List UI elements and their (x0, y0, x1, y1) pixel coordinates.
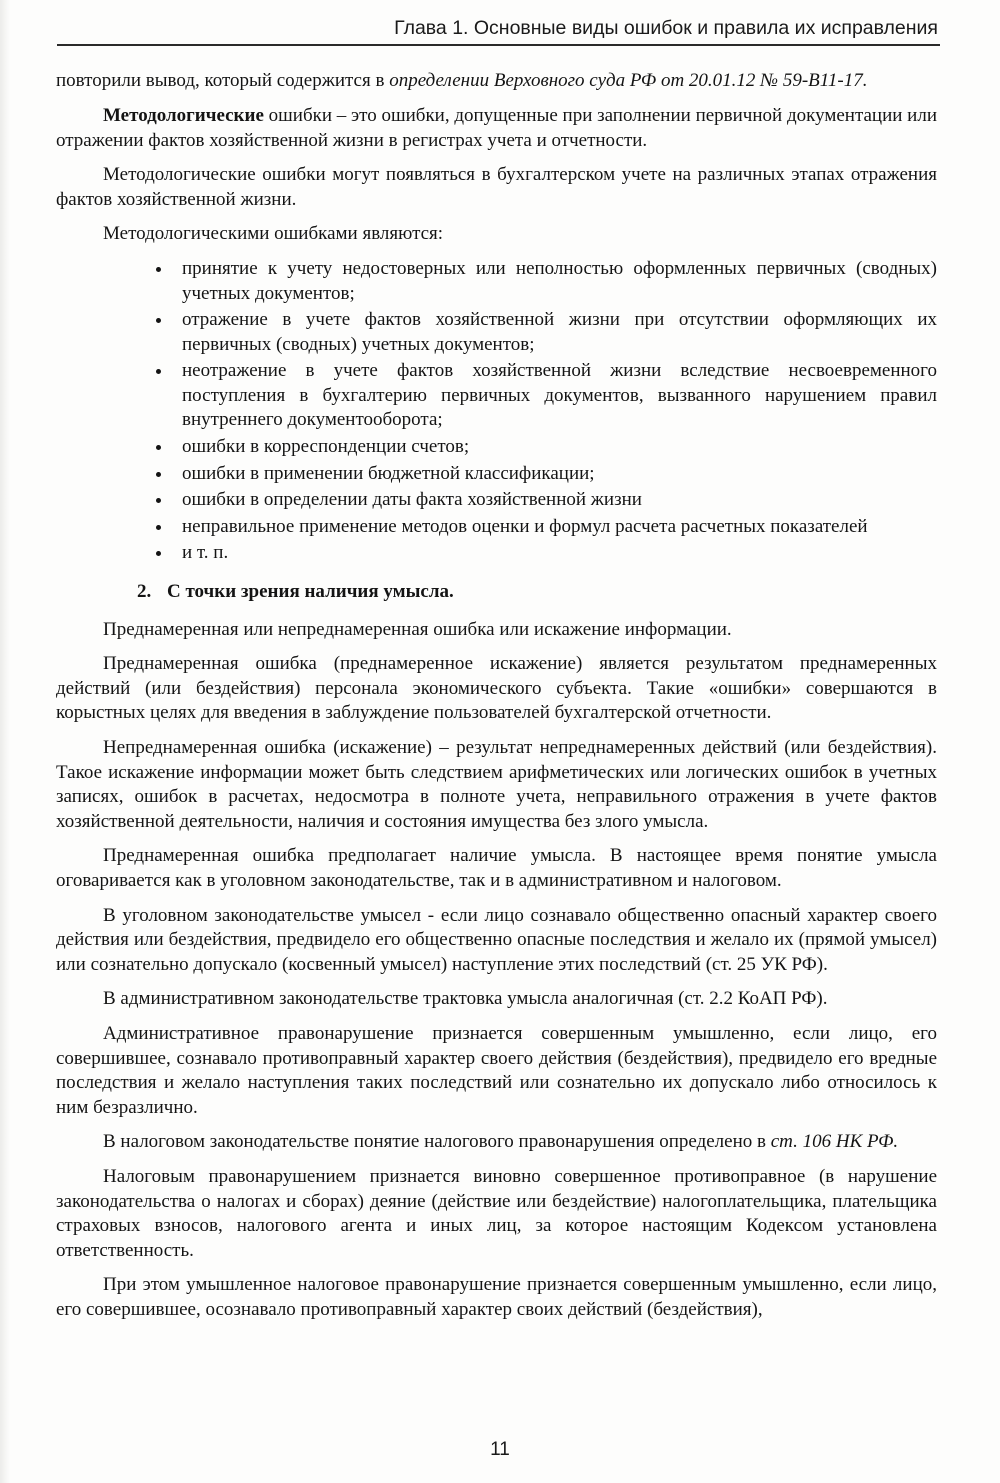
paragraph-methodological-definition (56, 104, 937, 153)
paragraph-intentional-error: Преднамеренная ошибка (преднамеренное искажение) является результатом преднамеренных действий (или бездействия) персонала экономического субъекта. Такие «ошибки» совершаются в корыстных целях для введения в заблуждение пользователей бухгалтерской отчетности. (56, 653, 937, 724)
methodological-errors-list (56, 257, 937, 566)
paragraph-administrative-law: В административном законодательстве трактовка умысла аналогичная (ст. 2.2 КоАП РФ). (103, 988, 828, 1010)
paragraph-unintentional-error: Непреднамеренная ошибка (искажение) – результат непреднамеренных действий (или бездействия). Такое искажение информации может быть следствием арифметических или логических ошибок в учетных записях, ошибок в расчетах, недосмотра в полноте учета, неправильного отражения в учете фактов хозяйственной деятельности, наличия и состояния имущества без злого умысла. (56, 737, 937, 832)
paragraph-criminal-law: В уголовном законодательстве умысел - если лицо сознавало общественно опасный характер своего действия или бездействия, предвидело его общественно опасные последствия и желало их (прямой умысел) или сознательно допускало (косвенный умысел) наступление этих последствий (ст. 25 УК РФ). (56, 904, 937, 975)
statute-italic: ст. 106 НК РФ. (770, 1131, 899, 1153)
list-item: • принятие к учету недостоверных или неполностью оформленных первичных (сводных) учетных документов; (173, 257, 937, 306)
list-item: • неотражение в учете фактов хозяйственной жизни вследствие несвоевременного поступления в бухгалтерию первичных документов, вызванного нарушением правил внутреннего документооборота; (173, 359, 937, 433)
page-body (56, 69, 937, 1322)
heading-text: С точки зрения наличия умысла. (167, 581, 454, 603)
term-bold: Методологические (103, 104, 264, 126)
list-item: • и т. п. (173, 541, 937, 566)
paragraph-intentional-tax-offense: При этом умышленное налоговое правонарушение признается совершенным умышленно, если лицо, его совершившее, осознавало противоправный характер своих действий (бездействия), (56, 1274, 937, 1320)
list-item: • ошибки в определении даты факта хозяйственной жизни (173, 488, 937, 513)
header-rule (57, 44, 940, 46)
paragraph-intent-concept: Преднамеренная ошибка предполагает наличие умысла. В настоящее время понятие умысла оговаривается как в уголовном законодательстве, так и в административном и налоговом. (56, 845, 937, 891)
paragraph-tax-offense-definition: Налоговым правонарушением признается виновно совершенное противоправное (в нарушение законодательства о налогах и сборах) деяние (действие или бездействие) налогоплательщика, плательщика страховых взносов, налогового агента и иных лиц, за которое настоящим Кодексом установлена ответственность. (56, 1165, 937, 1261)
list-item: • ошибки в корреспонденции счетов; (173, 435, 937, 460)
running-header: Глава 1. Основные виды ошибок и правила их исправления (394, 17, 938, 39)
list-item: • отражение в учете фактов хозяйственной жизни при отсутствии оформляющих их первичных (сводных) учетных документов; (173, 308, 937, 357)
section-heading-intent (56, 580, 937, 605)
heading-number: 2. (137, 581, 152, 603)
paragraph-text: В налоговом законодательстве понятие налогового правонарушения определено в (103, 1131, 771, 1153)
page-number: 11 (490, 1439, 510, 1460)
paragraph-text: повторили вывод, который содержится в (56, 70, 390, 92)
paragraph-methodological-stages: Методологические ошибки могут появляться в бухгалтерском учете на различных этапах отражения фактов хозяйственной жизни. (56, 164, 937, 210)
list-item: • ошибки в применении бюджетной классификации; (173, 462, 937, 487)
paragraph-court-ruling (56, 69, 937, 94)
paragraph-administrative-offense: Административное правонарушение признается совершенным умышленно, если лицо, его совершившее, сознавало противоправный характер своего действия (бездействия), предвидело его вредные последствия и желало наступления таких последствий или сознательно их допускало либо относилось к ним безразлично. (56, 1022, 937, 1118)
paragraph-text: ошибки – это ошибки, допущенные при заполнении первичной документации или отражении фактов хозяйственной жизни в регистрах учета и отчетности. (56, 104, 937, 151)
citation-italic: определении Верховного суда РФ от 20.01.12 № 59-В11-17. (389, 70, 868, 92)
list-item: • неправильное применение методов оценки и формул расчета расчетных показателей (173, 515, 937, 540)
paragraph-tax-law (56, 1130, 937, 1155)
paragraph-intent-intro: Преднамеренная или непреднамеренная ошибка или искажение информации. (103, 618, 732, 640)
paragraph-list-intro: Методологическими ошибками являются: (103, 223, 444, 245)
